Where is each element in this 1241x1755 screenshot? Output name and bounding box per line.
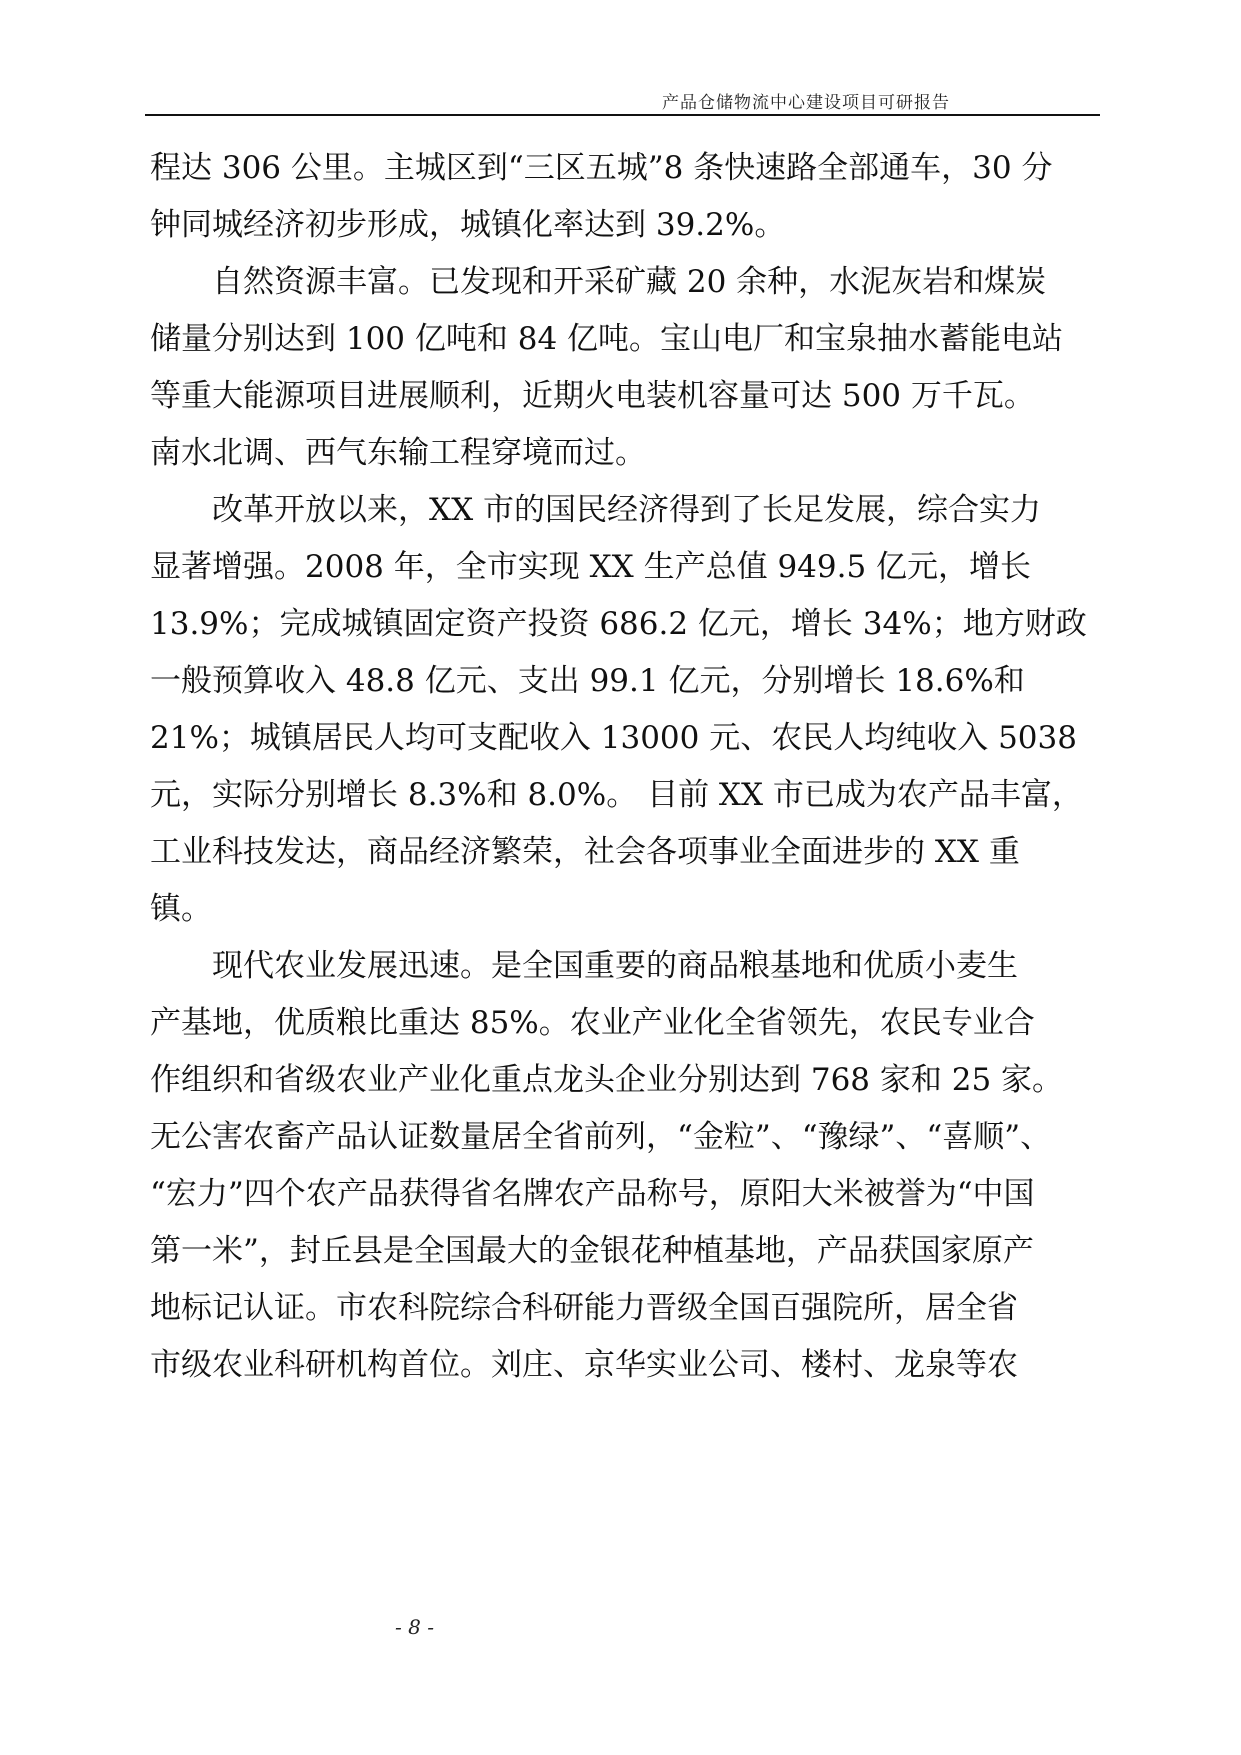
text-line: 南水北调、西气东输工程穿境而过。 (150, 435, 646, 471)
header-title: 产品仓储物流中心建设项目可研报告 (662, 93, 950, 113)
text-line: 产基地，优质粮比重达 85%。农业产业化全省领先，农民专业合 (150, 1005, 1035, 1041)
text-line: 21%；城镇居民人均可支配收入 13000 元、农民人均纯收入 5038 (150, 720, 1077, 756)
text-line: 一般预算收入 48.8 亿元、支出 99.1 亿元，分别增长 18.6%和 (150, 663, 1025, 699)
text-line: 镇。 (150, 891, 212, 927)
text-line: 现代农业发展迅速。是全国重要的商品粮基地和优质小麦生 (212, 948, 1018, 984)
text-line: 显著增强。2008 年，全市实现 XX 生产总值 949.5 亿元，增长 (150, 549, 1032, 585)
text-line: 元，实际分别增长 8.3%和 8.0%。 目前 XX 市已成为农产品丰富， (150, 777, 1083, 813)
text-line: 第一米”，封丘县是全国最大的金银花种植基地，产品获国家原产 (150, 1233, 1034, 1269)
page-header (145, 84, 1100, 116)
text-line: 储量分别达到 100 亿吨和 84 亿吨。宝山电厂和宝泉抽水蓄能电站 (150, 321, 1064, 357)
text-line: 工业科技发达，商品经济繁荣，社会各项事业全面进步的 XX 重 (150, 834, 1020, 870)
text-line: 自然资源丰富。已发现和开采矿藏 20 余种，水泥灰岩和煤炭 (212, 264, 1047, 300)
text-line: 钟同城经济初步形成，城镇化率达到 39.2%。 (150, 207, 786, 243)
text-line: 无公害农畜产品认证数量居全省前列，“金粒”、“豫绿”、“喜顺”、 (150, 1119, 1052, 1155)
text-line: “宏力”四个农产品获得省名牌农产品称号，原阳大米被誉为“中国 (150, 1176, 1035, 1212)
text-line: 程达 306 公里。主城区到“三区五城”8 条快速路全部通车，30 分 (150, 150, 1053, 186)
text-line: 作组织和省级农业产业化重点龙头企业分别达到 768 家和 25 家。 (150, 1062, 1064, 1098)
text-line: 等重大能源项目进展顺利，近期火电装机容量可达 500 万千瓦。 (150, 378, 1035, 414)
text-line: 改革开放以来，XX 市的国民经济得到了长足发展，综合实力 (212, 492, 1041, 528)
text-line: 13.9%；完成城镇固定资产投资 686.2 亿元，增长 34%；地方财政 (150, 606, 1087, 642)
text-line: 地标记认证。市农科院综合科研能力晋级全国百强院所，居全省 (150, 1290, 1018, 1326)
text-line: 市级农业科研机构首位。刘庄、京华实业公司、楼村、龙泉等农 (150, 1347, 1018, 1383)
page-number: - 8 - (395, 1615, 434, 1639)
